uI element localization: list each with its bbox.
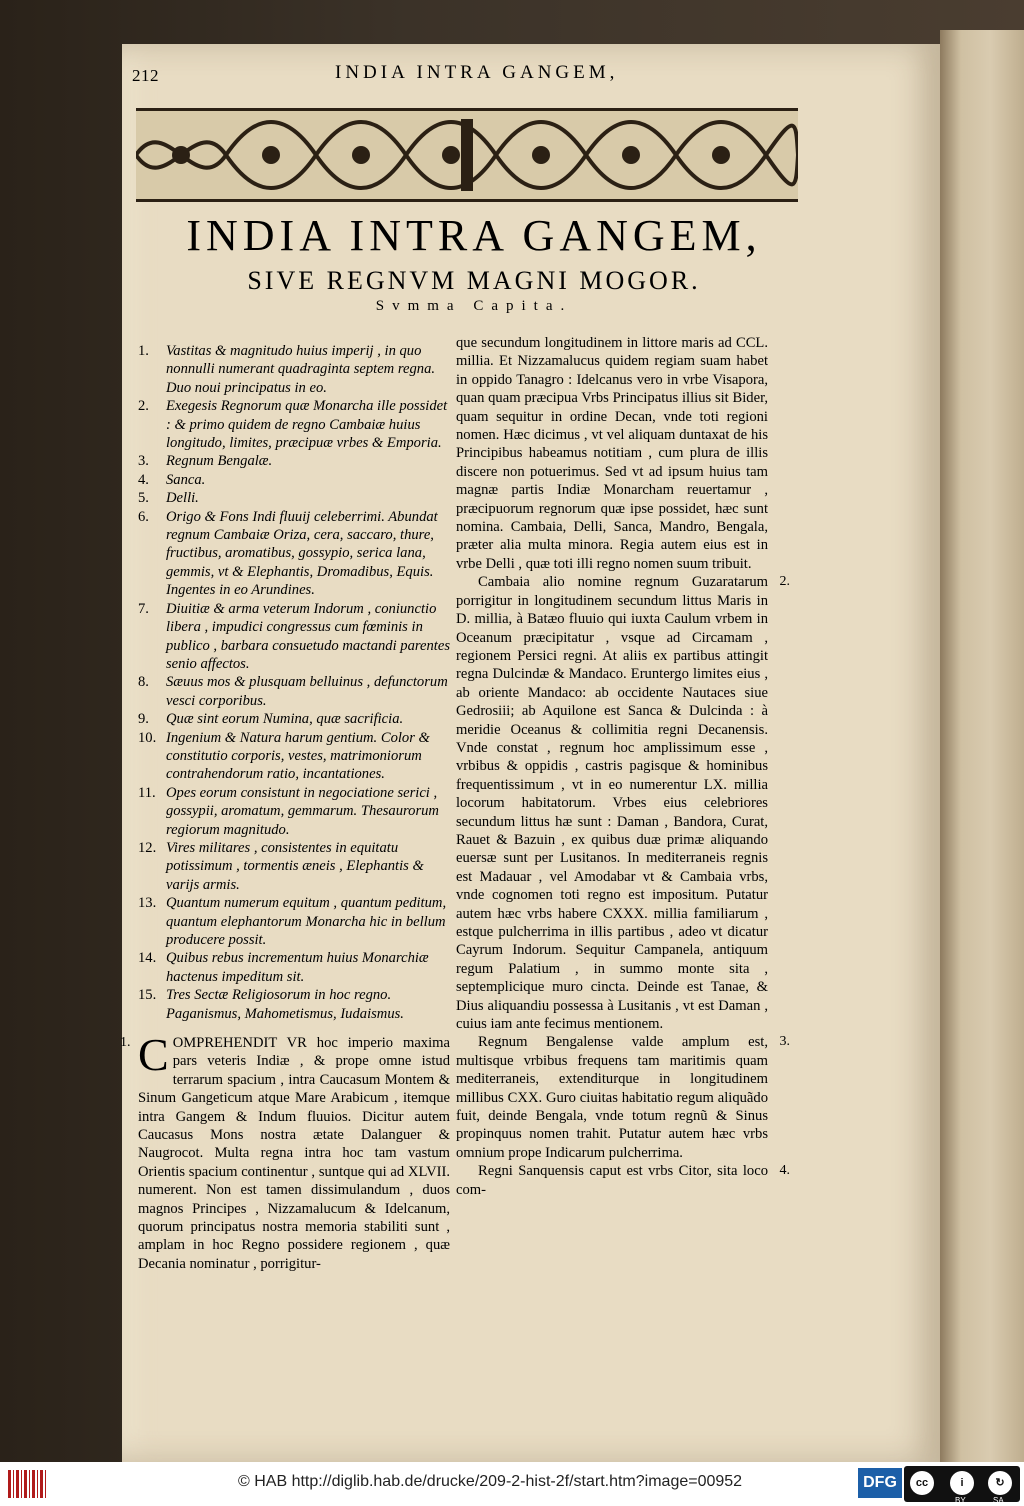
by-label: BY (955, 1496, 966, 1505)
summary-item-number: 15. (138, 987, 157, 1004)
summary-item (138, 839, 450, 894)
page-title: INDIA INTRA GANGEM, (186, 211, 762, 260)
summary-item-number: 13. (138, 895, 157, 912)
by-icon: i (950, 1471, 974, 1495)
margin-number: 3. (779, 1034, 790, 1050)
summary-item (138, 673, 450, 710)
summary-item (138, 397, 450, 452)
summary-item-text: Delli. (166, 490, 199, 507)
summary-item-number: 12. (138, 839, 157, 856)
hab-logo (8, 1470, 48, 1498)
paragraph-text: Cambaia alio nomine regnum Guzaratarum porrigitur in longitudinem secundum littus Maris in D. millia, à Batæo fluuio qui iuxta Caulum vrbem in Oceanum præcipitatur , vsque ad Circamam , regionem Persici regni. At aliis ex partibus attingit regna Dulcindæ & Mandaco. Eruntergo limites eius , ab oriente Mandaco: ab occidente Nautaces siue Gedrosiii; ab Aquilone est Sanca & Dulcinda : à meridie Oceanus & collimitia regni Decanensis. Vnde constat , regnum hoc amplissimum esse , vrbibus & oppidis , castris pagisque & hominibus frequentissimum , vt in eo numerentur LX. millia locorum habitatorum. Vrbes eius celebriores secundum littus hæ sunt : Daman , Bandora, Curat, Rauet & Bazuin , ex quibus duæ primæ aliquando euersæ sunt per Lusitanos. In mediterraneis regnis est Madauar , vel Amodabar vt & Cambaia vrbs, vnde cognomen toti regno est impositum. Putatur autem hæc vrbs habere CXXX. millia familiarum , estque pulcherrima in illis partibus , adeo vt dicatur Cayrum Indorum. Sequitur Campanela, antiquum regum Palatium , in summo monte sita , septemplicique muro cincta. Deinde est Tanae, & Dius aliquandiu possessa à Lusitanis , vt est Daman , cuius iam ante fecimus mentionem. (456, 574, 768, 1033)
paragraph-text: Regnum Bengalense valde amplum est, multisque vrbibus frequens tam maritimis quam mediterraneis, extenditurque in longitudinem millibus CXX. Guro ciuitas habitatio regum aliquãdo fuit, deinde Bengala, vnde totum regnũ & Sinus propinquus nomen trahit. Putatur autem hæc vrbs omnium prope Indicarum pulcherrima. (456, 1034, 768, 1161)
summary-item-text: Regnum Bengalæ. (166, 453, 273, 470)
summary-item-number: 2. (138, 398, 149, 415)
decorative-headpiece (136, 108, 798, 202)
summary-heading: Svmma Capita. (375, 298, 573, 314)
body-paragraph (138, 1029, 450, 1273)
summary-item-number: 1. (138, 343, 149, 359)
running-head: INDIA INTRA GANGEM, (335, 62, 619, 83)
summary-item (138, 342, 450, 397)
summary-item (138, 986, 450, 1023)
summary-item-number: 3. (138, 453, 149, 470)
body-paragraph (456, 573, 790, 1033)
summary-item-number: 14. (138, 950, 157, 967)
summary-list (138, 342, 450, 1023)
summary-item (138, 489, 450, 507)
paragraph-text: que secundum longitudinem in littore maris ad CCL. millia. Et Nizzamalucus quidem regiam suam habet in oppido Tanagro : Idelcanus vero in vrbe Visapora, quan quam præcipua Vrbs Principatus illius sit Bider, quam sequitur in ordine Decan, vnde toti regioni nomen. Hæc dicimus , vt vel aliquam duntaxat de his Principibus habeamus notitiam , cum plura de illis discere non potuerimus. Sed vt ad ipsum huius tam magnæ partis Indiæ Monarcham reuertamur , præcipuorum regnorum quæ ipse possidet, hæc sunt nomina. Cambaia, Delli, Sanca, Mandro, Bengala, præter alia multa minora. Regia autem eius est in vrbe Delli , quæ toti illi regno nomen suum tribuit. (456, 335, 768, 572)
summary-item-number: 8. (138, 674, 149, 691)
summary-item (138, 508, 450, 600)
summary-item-text: Tres Sectæ Religiosorum in hoc regno. Paganismus, Mahometismus, Iudaismus. (166, 987, 404, 1022)
summary-item-number: 10. (138, 729, 157, 746)
margin-number: 1. (120, 1035, 131, 1050)
left-body-text (120, 1029, 450, 1273)
summary-item-number: 6. (138, 508, 149, 525)
summary-item-number: 9. (138, 711, 149, 728)
summary-item-text: Sanca. (166, 471, 206, 488)
sa-icon: ↻ (988, 1471, 1012, 1495)
paragraph-text: OMPREHENDIT VR hoc imperio maxima pars veteris Indiæ , & prope omne istud terrarum spacium , intra Caucasum Montem & Sinum Gangeticum atque Mare Arabicum , itemque intra Gangem & Indum fluuios. Dicitur autem Caucasus Mons nostra ætate Dalanguer & Naugrocot. Multa regna intra hoc tam vastum Orientis spacium continentur , suntque qui ad XLVII. numerent. Non est tamen dissimulandum , duos magnos Principes , Nizzamalucum & Idelcanum, quorum principatus nostra memoria stabiliti sunt , amplam in hoc Regno possidere regionem , quæ Decania nominatur , porrigitur- (138, 1035, 450, 1272)
page-number: 212 (132, 66, 159, 85)
paragraph-text: Regni Sanquensis caput est vrbs Citor, sita loco com- (456, 1163, 768, 1198)
summary-item-text: Ingenium & Natura harum gentium. Color & constitutio corporis, vestes, matrimoniorum contrahendorum ratio, incantationes. (166, 729, 430, 783)
sa-label: SA (993, 1496, 1004, 1505)
dfg-logo[interactable]: DFG (858, 1468, 902, 1498)
right-body-text (456, 334, 790, 1199)
summary-item-text: Sæuus mos & plusquam belluinus , defunctorum vesci corporibus. (166, 674, 448, 709)
summary-item (138, 894, 450, 949)
page-subtitle: SIVE REGNVM MAGNI MOGOR. (247, 266, 701, 295)
summary-item-text: Exegesis Regnorum quæ Monarcha ille possidet : & primo quidem de regno Cambaiæ huius longitudo, limites, præcipuæ vrbes & Emporia. (166, 398, 448, 452)
facing-page-edge (940, 30, 1024, 1462)
summary-item (138, 729, 450, 784)
summary-item (138, 710, 450, 728)
summary-item-text: Quæ sint eorum Numina, quæ sacrificia. (166, 711, 404, 728)
margin-number: 4. (779, 1163, 790, 1179)
body-paragraph (456, 1162, 790, 1199)
body-paragraph (456, 1033, 790, 1162)
summary-item (138, 600, 450, 674)
summary-item-text: Vastitas & magnitudo huius imperij , in quo nonnulli numerant quadraginta septem regna. Duo noui principatus in eo. (166, 343, 436, 396)
headpiece-pattern (136, 111, 798, 199)
summary-item-number: 5. (138, 490, 149, 507)
summary-item-number: 7. (138, 600, 149, 617)
summary-item-text: Quibus rebus incrementum huius Monarchiæ hactenus impeditum sit. (166, 950, 429, 985)
summary-item-text: Origo & Fons Indi fluuij celeberrimi. Abundat regnum Cambaiæ Oriza, cera, saccaro, thure, fructibus, aromatibus, gossypio, serica lana, gemmis, vt & Elephantis, Dromadibus, Equis. Ingentes in eo Arundines. (166, 508, 438, 599)
summary-item-text: Vires militares , consistentes in equitatu potissimum , tormentis æneis , Elephantis & varijs armis. (166, 839, 424, 893)
summary-item (138, 784, 450, 839)
summary-item-text: Diuitiæ & arma veterum Indorum , coniunctio libera , impudici congressus cum fœminis in publico , barbara consuetudo mactandi parentes senio affectos. (166, 600, 451, 672)
summary-item-number: 4. (138, 471, 149, 488)
summary-item-number: 11. (138, 784, 156, 801)
cc-license-badge[interactable] (904, 1466, 1020, 1505)
margin-number: 2. (779, 574, 790, 590)
copyright-url[interactable]: © HAB http://diglib.hab.de/drucke/209-2-hist-2f/start.htm?image=00952 (238, 1473, 743, 1490)
summary-item (138, 471, 450, 489)
cc-icon: cc (910, 1471, 934, 1495)
summary-item-text: Opes eorum consistunt in negociatione serici , gossypii, aromatum, gemmarum. Thesaurorum regiorum magnitudo. (166, 784, 439, 838)
drop-cap: C (138, 1029, 169, 1080)
summary-item (138, 452, 450, 470)
body-paragraph (456, 334, 768, 573)
summary-item-text: Quantum numerum equitum , quantum peditum, quantum elephantorum Monarcha hic in bellum producere possit. (166, 895, 447, 948)
summary-item (138, 949, 450, 986)
